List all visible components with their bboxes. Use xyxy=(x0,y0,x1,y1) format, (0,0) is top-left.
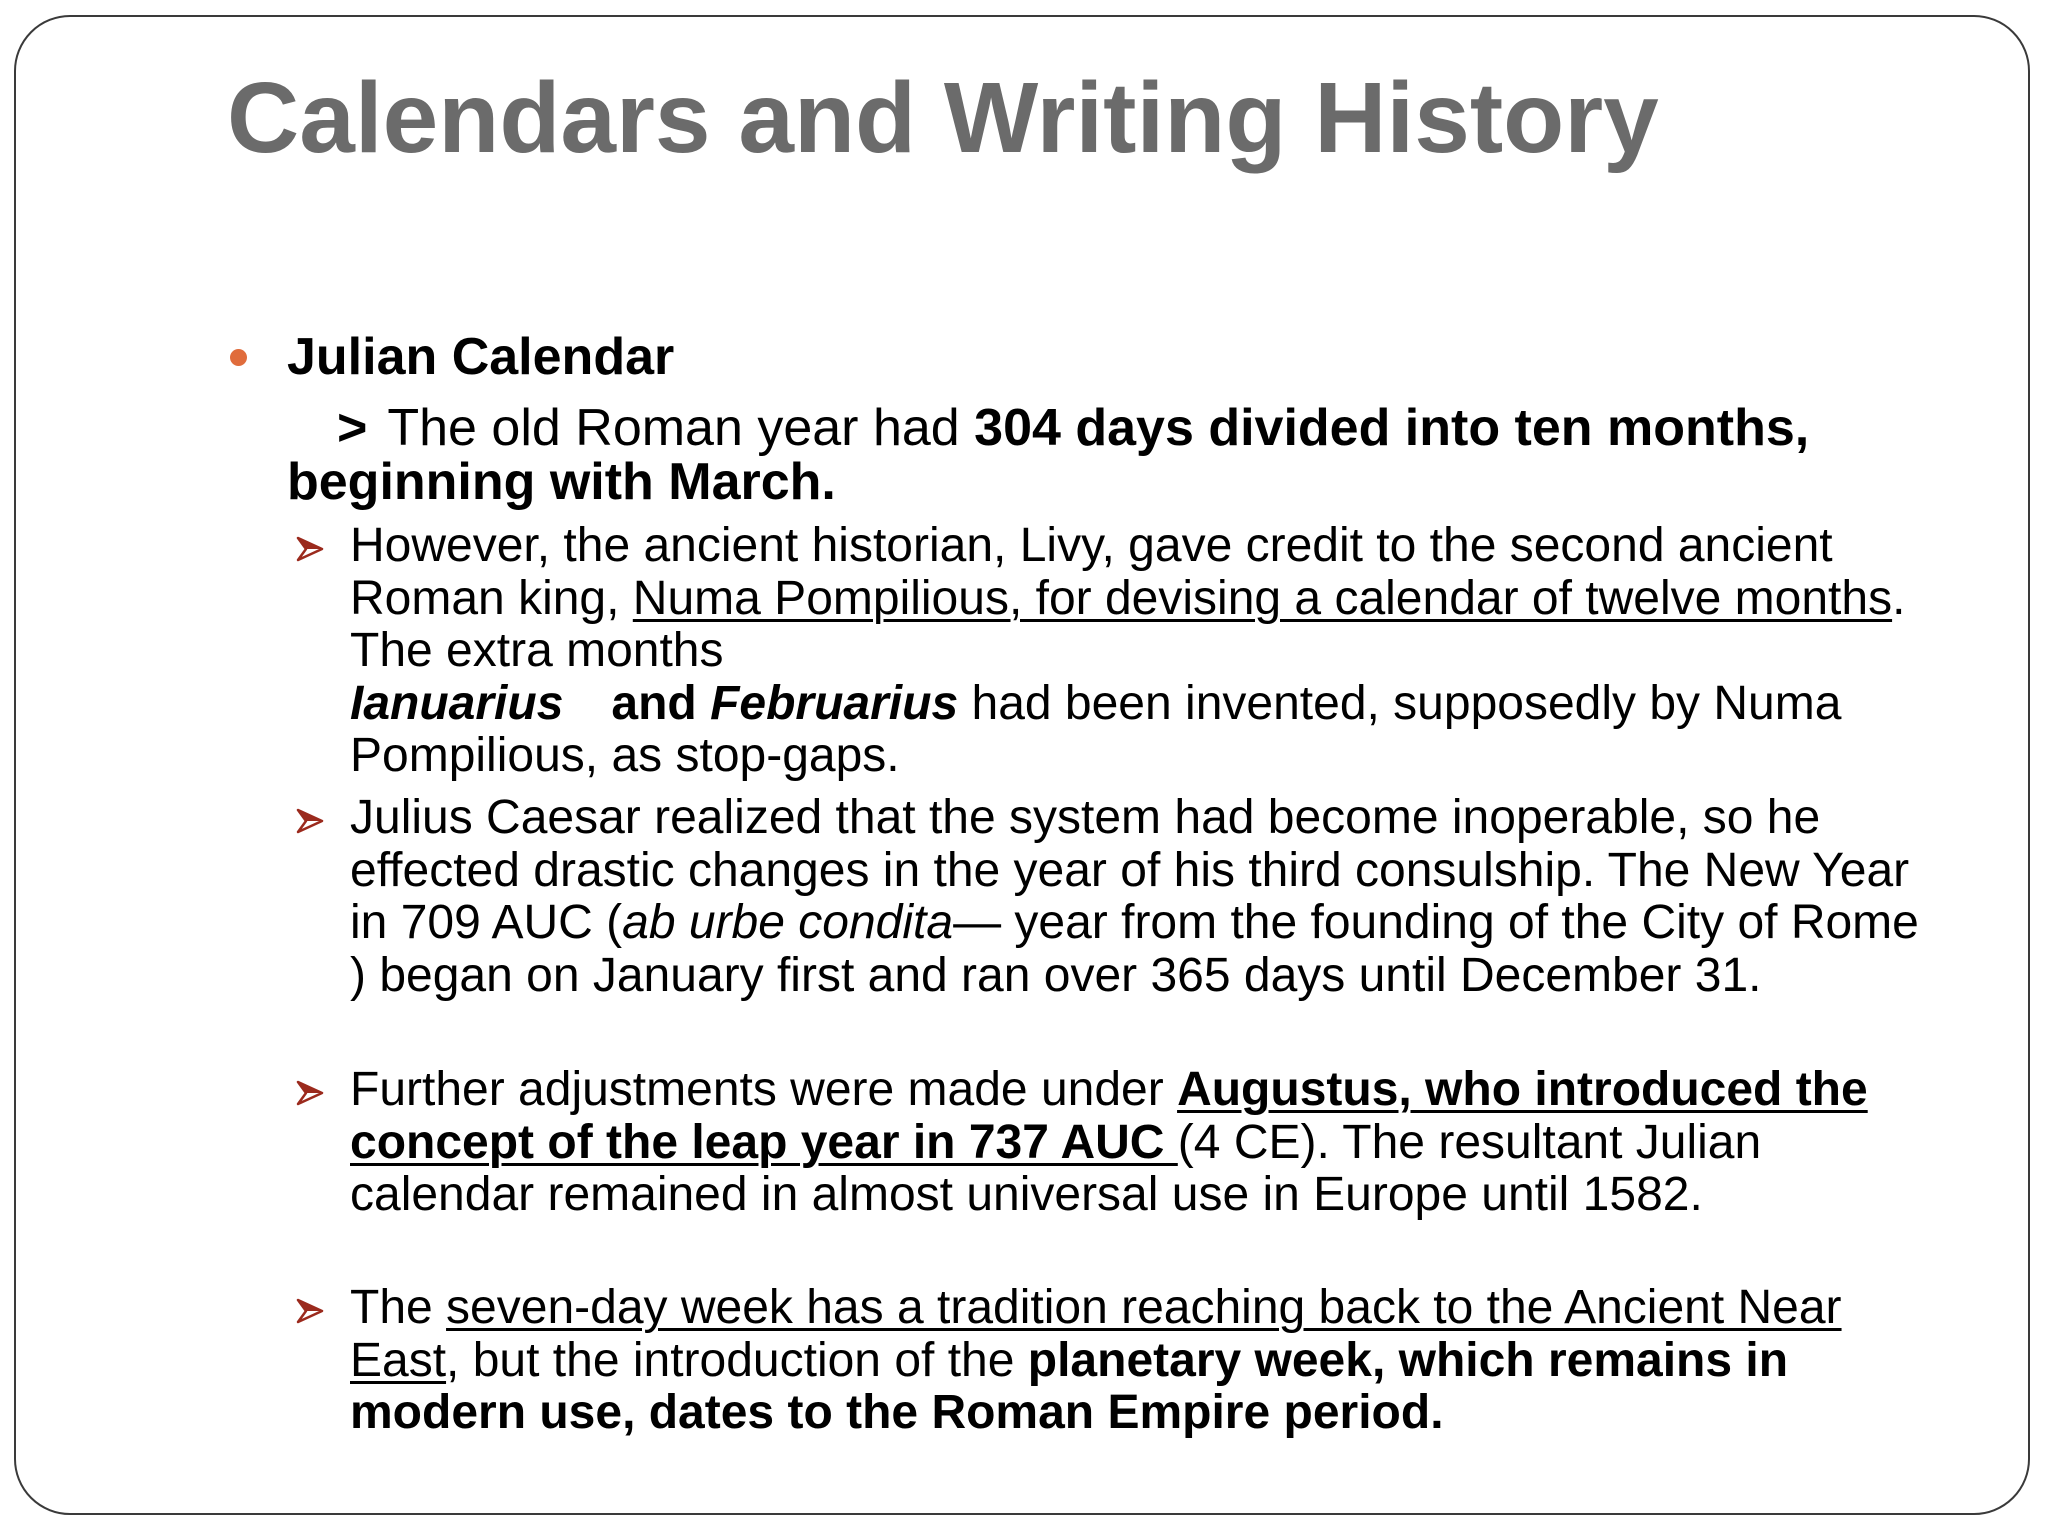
text-run: , but the introduction of the xyxy=(446,1333,1028,1387)
text-run: . The extra months xyxy=(350,571,1906,677)
bullet-text xyxy=(350,1282,1935,1440)
bullet-item-livy xyxy=(295,520,1935,783)
intro-text: The old Roman year had xyxy=(387,399,975,457)
intro-bold-text: 304 days divided into ten months, beginning with March. xyxy=(287,399,1810,511)
bullet-text xyxy=(350,1064,1935,1222)
text-run: Further adjustments were made under xyxy=(350,1063,1178,1116)
section-heading: Julian Calendar xyxy=(287,328,675,386)
bold-underlined-text: Augustus, who introduced the concept of the leap year in 737 AUC xyxy=(350,1063,1868,1169)
bullet-text xyxy=(350,520,1935,783)
month-name-ianuarius: Ianuarius xyxy=(350,676,564,730)
arrow-bullet-icon xyxy=(295,806,325,836)
bold-text: planetary week, which remains in modern use, dates to the Roman Empire period. xyxy=(350,1333,1789,1439)
bullet-item-caesar xyxy=(295,792,1935,1002)
gt-marker: > xyxy=(337,399,368,457)
bullet-item-week xyxy=(295,1282,1935,1440)
underlined-text: Numa Pompilious, for devising a calendar of twelve months xyxy=(632,571,1893,625)
arrow-bullet-icon xyxy=(295,534,325,564)
slide-title: Calendars and Writing History xyxy=(227,62,1659,174)
arrow-bullet-icon xyxy=(295,1078,325,1108)
text-run: — year from the founding of the City of Rome ) began on January first and ran over 365 days until December 31. xyxy=(350,896,1919,1002)
text-run: The xyxy=(350,1281,447,1334)
bold-and: and xyxy=(611,676,697,730)
arrow-bullet-icon xyxy=(295,1296,325,1326)
month-name-februarius: Februarius xyxy=(710,676,959,730)
text-run: However, the ancient historian, Livy, gave credit to the second ancient Roman king, xyxy=(350,519,1833,625)
text-run: had been invented, supposedly by Numa Pompilious, as stop-gaps. xyxy=(350,676,1842,782)
round-bullet-icon xyxy=(230,349,247,366)
intro-paragraph xyxy=(287,401,1847,509)
bullet-text xyxy=(350,792,1935,1002)
underlined-text: seven-day week has a tradition reaching back to the Ancient Near East xyxy=(350,1281,1842,1387)
italic-text: ab urbe condita xyxy=(622,896,954,949)
text-run: Julius Caesar realized that the system had become inoperable, so he effected drastic changes in the year of his third consulship. The New Year in 709 AUC ( xyxy=(350,791,1910,949)
text-run: (4 CE). The resultant Julian calendar remained in almost universal use in Europe until 1582. xyxy=(350,1115,1762,1221)
bullet-item-augustus xyxy=(295,1064,1935,1222)
